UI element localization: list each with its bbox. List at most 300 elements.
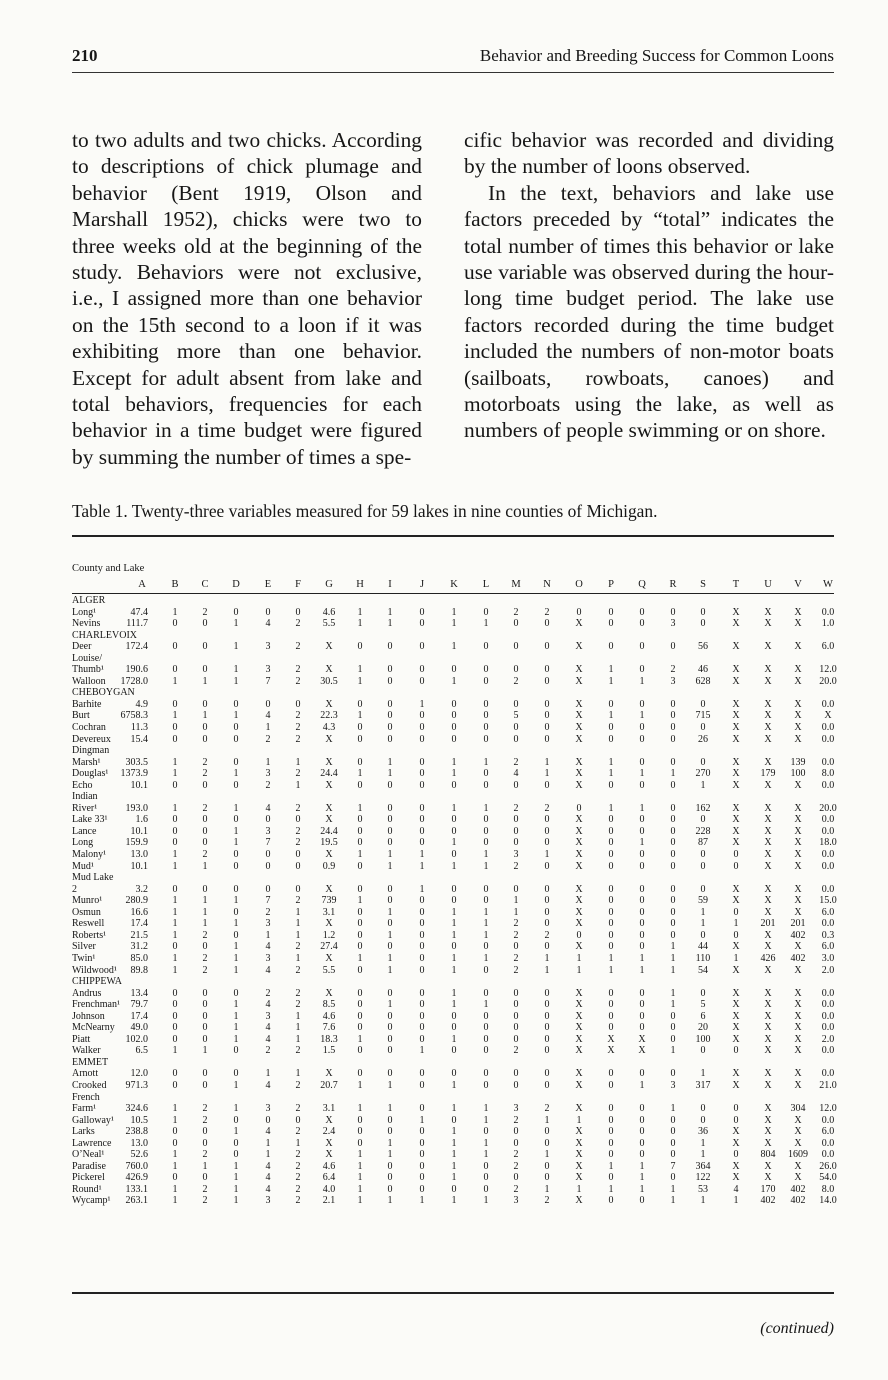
table-cell: 6.4 — [322, 1172, 336, 1184]
table-cell: X — [732, 802, 740, 814]
table-cell: 0 — [357, 814, 363, 826]
table-cell: 0.0 — [821, 918, 835, 930]
table-row — [72, 664, 837, 676]
table-row — [72, 780, 834, 792]
table-cell: 0 — [639, 860, 645, 872]
table-cell: 0 — [451, 664, 457, 676]
table-cell: 1 — [233, 1079, 239, 1091]
table-cell: 0 — [670, 814, 676, 826]
table-cell: 0 — [265, 698, 271, 710]
table-cell: 1 — [483, 918, 489, 930]
table-cell: 1 — [639, 802, 645, 814]
lake-name: Frenchman¹ — [72, 999, 120, 1011]
table-cell: X — [794, 698, 802, 710]
table-row — [72, 1115, 834, 1127]
table-cell: X — [764, 999, 772, 1011]
table-cell: 1 — [639, 1160, 645, 1172]
table-cell: 7 — [670, 1160, 676, 1172]
lake-name: Barhite — [72, 698, 102, 710]
table-cell: 1 — [357, 1160, 363, 1172]
table-cell: 0 — [670, 710, 676, 722]
table-cell: 0 — [419, 1160, 425, 1172]
table-cell: 1 — [451, 606, 457, 618]
stub-header: County and Lake — [72, 563, 145, 574]
table-cell: 0 — [513, 1033, 519, 1045]
table-cell: 0 — [233, 929, 239, 941]
table-cell: 0 — [608, 837, 614, 849]
table-cell: 0 — [608, 641, 614, 653]
table-cell: 0 — [172, 1010, 178, 1022]
table-cell: X — [732, 733, 740, 745]
table-cell: 4 — [265, 1079, 271, 1091]
table-cell: 1 — [295, 1022, 301, 1034]
table-cell: 1 — [670, 941, 676, 953]
table-cell: X — [575, 1126, 583, 1138]
table-cell: X — [764, 779, 772, 791]
column-header: B — [171, 579, 179, 590]
table-cell: 7.6 — [322, 1022, 336, 1034]
row-label: CHARLEVOIX — [72, 629, 137, 641]
table-cell: X — [325, 1114, 333, 1126]
table-cell: 4 — [265, 999, 271, 1011]
table-cell: 0 — [670, 1033, 676, 1045]
table-cell: 1 — [172, 1149, 178, 1161]
table-cell: 0 — [670, 1137, 676, 1149]
table-cell: 2 — [295, 837, 301, 849]
table-row — [72, 814, 834, 826]
table-cell: 1 — [451, 1079, 457, 1091]
lake-name: Osmun — [72, 906, 101, 918]
table-cell: 1 — [172, 1045, 178, 1057]
table-cell: 0 — [357, 883, 363, 895]
table-cell: 0 — [639, 733, 645, 745]
table-cell: 2 — [295, 802, 301, 814]
table-cell: 0 — [608, 606, 614, 618]
table-cell: 0 — [233, 1045, 239, 1057]
table-cell: 0 — [670, 802, 676, 814]
table-cell: 2 — [295, 664, 301, 676]
lake-name: Burt — [72, 710, 90, 722]
table-cell: 0 — [387, 941, 393, 953]
table-cell: 1 — [513, 895, 519, 907]
table-cell: 1 — [295, 1033, 301, 1045]
table-cell: X — [325, 952, 333, 964]
table-cell: 0 — [233, 698, 239, 710]
table-cell: X — [575, 860, 583, 872]
table-cell: 0 — [419, 825, 425, 837]
table-cell: 0 — [451, 883, 457, 895]
table-cell: 715 — [695, 710, 711, 722]
table-cell: 0 — [670, 641, 676, 653]
table-cell: 0 — [295, 883, 301, 895]
table-cell: 1 — [451, 999, 457, 1011]
table-cell: 1 — [357, 664, 363, 676]
lake-name: Devereux — [72, 733, 111, 745]
table-cell: 0 — [576, 802, 582, 814]
table-cell: 4 — [265, 1183, 271, 1195]
table-cell: X — [575, 999, 583, 1011]
table-cell: 263.1 — [125, 1195, 148, 1207]
table-cell: 3 — [265, 918, 271, 930]
column-header: D — [232, 579, 240, 590]
table-cell: 1 — [202, 895, 208, 907]
table-cell: 0 — [451, 941, 457, 953]
table-cell: 2 — [513, 1160, 519, 1172]
table-row — [72, 826, 834, 838]
row-label: Mud Lake — [72, 872, 114, 884]
table-cell: 2 — [295, 768, 301, 780]
table-cell: 1 — [172, 1160, 178, 1172]
table-cell: 0 — [451, 825, 457, 837]
table-cell: 280.9 — [125, 895, 148, 907]
table-cell: 56 — [698, 641, 708, 653]
table-cell: 1 — [419, 883, 425, 895]
table-row — [72, 1034, 834, 1046]
table-cell: 2 — [295, 618, 301, 630]
table-cell: 0 — [733, 906, 739, 918]
table-cell: X — [764, 825, 772, 837]
table-cell: 0 — [513, 999, 519, 1011]
table-cell: 1 — [639, 1172, 645, 1184]
table-cell: 0 — [357, 641, 363, 653]
table-cell: 0 — [544, 1022, 550, 1034]
table-cell: X — [764, 883, 772, 895]
lake-name: Paradise — [72, 1160, 106, 1172]
table-cell: 1 — [172, 675, 178, 687]
table-cell: 0 — [387, 1045, 393, 1057]
table-cell: 1 — [544, 768, 550, 780]
table-cell: 0 — [202, 1137, 208, 1149]
lake-name: Round¹ — [72, 1183, 102, 1195]
table-cell: 1 — [483, 756, 489, 768]
table-cell: 1 — [265, 756, 271, 768]
table-group-row — [72, 872, 834, 884]
table-cell: 0.0 — [821, 698, 835, 710]
table-cell: 0 — [451, 849, 457, 861]
table-cell: 804 — [760, 1149, 776, 1161]
table-cell: 0 — [451, 1022, 457, 1034]
table-cell: 0 — [172, 1172, 178, 1184]
table-cell: X — [794, 837, 802, 849]
table-cell: 1 — [451, 675, 457, 687]
table-cell: 1 — [357, 952, 363, 964]
table-cell: 100 — [790, 768, 806, 780]
table-row — [72, 734, 834, 746]
table-cell: 1 — [483, 952, 489, 964]
table-cell: 5 — [513, 710, 519, 722]
table-cell: 2 — [202, 952, 208, 964]
table-cell: 0 — [483, 1033, 489, 1045]
table-cell: X — [732, 1079, 740, 1091]
table-cell: 1 — [639, 1183, 645, 1195]
table-cell: 1 — [172, 906, 178, 918]
table-cell: 0.0 — [821, 999, 835, 1011]
table-cell: 0 — [544, 1045, 550, 1057]
table-cell: X — [575, 756, 583, 768]
table-cell: 0 — [172, 837, 178, 849]
table-cell: 2 — [295, 733, 301, 745]
table-cell: 2 — [513, 918, 519, 930]
table-cell: X — [325, 883, 333, 895]
table-cell: 0 — [387, 698, 393, 710]
table-cell: X — [575, 1137, 583, 1149]
table-cell: 0 — [700, 1045, 706, 1057]
table-cell: 1 — [172, 895, 178, 907]
table-cell: 0 — [357, 1137, 363, 1149]
table-cell: 0 — [419, 606, 425, 618]
table-cell: X — [732, 768, 740, 780]
table-cell: 1 — [265, 1149, 271, 1161]
table-cell: 0 — [483, 710, 489, 722]
table-cell: 10.1 — [130, 825, 148, 837]
table-cell: 4 — [265, 1126, 271, 1138]
table-cell: 1 — [357, 1183, 363, 1195]
table-cell: 1 — [357, 710, 363, 722]
table-cell: 0.0 — [821, 1068, 835, 1080]
table-cell: 0 — [544, 1079, 550, 1091]
table-cell: 1 — [639, 952, 645, 964]
table-cell: 0 — [419, 1022, 425, 1034]
table-cell: 1 — [202, 860, 208, 872]
table-cell: 1 — [451, 618, 457, 630]
table-cell: 0 — [670, 1126, 676, 1138]
table-cell: 3.1 — [322, 1103, 336, 1115]
table-cell: 0 — [639, 779, 645, 791]
table-cell: 0 — [544, 1126, 550, 1138]
table-cell: 1 — [387, 860, 393, 872]
table-cell: X — [794, 1137, 802, 1149]
table-cell: 54 — [698, 964, 708, 976]
table-row — [72, 1172, 837, 1184]
table-cell: 201 — [790, 918, 806, 930]
table-cell: 5.5 — [322, 964, 336, 976]
table-cell: 0.0 — [821, 1022, 835, 1034]
table-cell: 6.0 — [821, 1126, 835, 1138]
table-cell: X — [794, 710, 802, 722]
table-cell: 17.4 — [130, 918, 148, 930]
table-row — [72, 1022, 834, 1034]
table-cell: 0 — [172, 1068, 178, 1080]
table-cell: 0 — [639, 618, 645, 630]
lake-name: O’Neal¹ — [72, 1149, 105, 1161]
table-cell: 0 — [576, 606, 582, 618]
table-cell: X — [764, 895, 772, 907]
table-cell: X — [575, 1149, 583, 1161]
table-cell: 0 — [733, 1103, 739, 1115]
table-cell: 1 — [295, 906, 301, 918]
table-cell: 1 — [451, 1172, 457, 1184]
table-cell: 0 — [387, 779, 393, 791]
lake-name: Deer — [72, 641, 92, 653]
table-cell: 2 — [202, 1103, 208, 1115]
table-cell: X — [732, 779, 740, 791]
table-cell: 2 — [295, 1103, 301, 1115]
table-cell: 2 — [202, 768, 208, 780]
table-cell: 1 — [233, 641, 239, 653]
table-cell: X — [794, 722, 802, 734]
table-cell: 0 — [419, 675, 425, 687]
table-cell: 2 — [202, 802, 208, 814]
table-cell: X — [794, 941, 802, 953]
table-cell: 44 — [698, 941, 708, 953]
table-cell: 0 — [172, 664, 178, 676]
table-cell: 0 — [357, 860, 363, 872]
table-cell: 0 — [670, 918, 676, 930]
table-cell: 0 — [419, 837, 425, 849]
table-cell: 0 — [608, 987, 614, 999]
table-cell: 3 — [265, 1010, 271, 1022]
table-cell: 0 — [608, 929, 614, 941]
table-cell: 0 — [419, 929, 425, 941]
table-cell: 0 — [483, 768, 489, 780]
table-cell: 426.9 — [125, 1172, 148, 1184]
table-cell: 0 — [608, 883, 614, 895]
table-cell: 0 — [639, 987, 645, 999]
table-header — [72, 562, 834, 590]
table-cell: 2 — [544, 802, 550, 814]
table-cell: 1 — [544, 1149, 550, 1161]
table-cell: 0 — [233, 1068, 239, 1080]
table-cell: 4.3 — [322, 722, 336, 734]
table-cell: 0 — [608, 779, 614, 791]
lake-name: McNearny — [72, 1022, 115, 1034]
table-cell: X — [794, 606, 802, 618]
table-cell: X — [794, 1126, 802, 1138]
table-cell: 0 — [670, 606, 676, 618]
table-cell: 2 — [513, 1114, 519, 1126]
table-cell: 0 — [544, 999, 550, 1011]
table-cell: 1 — [451, 641, 457, 653]
table-cell: 0 — [295, 849, 301, 861]
table-cell: 1 — [419, 1195, 425, 1207]
table-cell: 0 — [419, 999, 425, 1011]
table-cell: 0 — [544, 814, 550, 826]
table-cell: X — [794, 618, 802, 630]
table-cell: 4.6 — [322, 606, 336, 618]
table-cell: 1 — [451, 837, 457, 849]
table-cell: 0 — [544, 618, 550, 630]
table-cell: 0 — [639, 664, 645, 676]
table-cell: 2 — [202, 606, 208, 618]
table-cell: 1 — [233, 941, 239, 953]
table-cell: 0 — [202, 1033, 208, 1045]
lake-name: Long — [72, 837, 94, 849]
table-cell: 0 — [483, 606, 489, 618]
table-cell: 0 — [419, 1149, 425, 1161]
table-cell: 1 — [483, 929, 489, 941]
table-cell: 0 — [387, 802, 393, 814]
page-number: 210 — [72, 46, 98, 65]
table-cell: 0 — [387, 1126, 393, 1138]
table-cell: 0 — [639, 1137, 645, 1149]
table-cell: 0 — [608, 1195, 614, 1207]
table-cell: 1 — [451, 1195, 457, 1207]
table-cell: 0.0 — [821, 779, 835, 791]
table-cell: 0 — [608, 906, 614, 918]
table-cell: 0 — [172, 999, 178, 1011]
table-cell: 1 — [233, 837, 239, 849]
table-cell: 6758.3 — [120, 710, 148, 722]
table-cell: 2 — [295, 825, 301, 837]
table-cell: 0 — [513, 814, 519, 826]
table-cell: 0 — [172, 825, 178, 837]
table-cell: 1 — [419, 849, 425, 861]
table-cell: 1 — [233, 618, 239, 630]
table-cell: 1 — [451, 964, 457, 976]
lake-name: Arnott — [72, 1068, 99, 1080]
table-cell: 0 — [387, 1033, 393, 1045]
table-cell: 0 — [483, 733, 489, 745]
table-cell: 0 — [513, 698, 519, 710]
table-cell: 0 — [608, 1172, 614, 1184]
table-cell: 10.1 — [130, 860, 148, 872]
table-cell: 1 — [233, 802, 239, 814]
table-cell: 0 — [387, 987, 393, 999]
table-cell: X — [732, 999, 740, 1011]
table-cell: 1 — [544, 964, 550, 976]
table-cell: X — [764, 618, 772, 630]
table-cell: 0 — [419, 918, 425, 930]
row-label: ALGER — [72, 595, 106, 606]
table-cell: 2 — [295, 1183, 301, 1195]
continued-note: (continued) — [760, 1320, 834, 1337]
table-cell: X — [764, 906, 772, 918]
table-cell: 0 — [513, 664, 519, 676]
table-cell: 1 — [233, 1172, 239, 1184]
table-cell: 1 — [295, 1010, 301, 1022]
table-cell: 3 — [265, 825, 271, 837]
table-cell: 1 — [419, 1045, 425, 1057]
table-group-row — [72, 595, 834, 607]
table-cell: 0 — [608, 1068, 614, 1080]
table-cell: X — [764, 1033, 772, 1045]
table-cell: 0 — [295, 814, 301, 826]
table-cell: 0 — [202, 987, 208, 999]
table-cell: 2 — [295, 1045, 301, 1057]
table-cell: 27.4 — [320, 941, 338, 953]
table-cell: 0.0 — [821, 849, 835, 861]
table-row — [72, 895, 837, 907]
table-cell: 0 — [357, 1126, 363, 1138]
table-cell: 0 — [513, 1022, 519, 1034]
table-cell: X — [794, 860, 802, 872]
table-cell: 0 — [733, 849, 739, 861]
table-cell: 1 — [357, 849, 363, 861]
lake-name: Silver — [72, 941, 96, 953]
table-cell: 2 — [295, 641, 301, 653]
table-cell: X — [575, 618, 583, 630]
column-header: L — [482, 579, 490, 590]
table-cell: 1 — [451, 1103, 457, 1115]
table-cell: 0 — [419, 1126, 425, 1138]
table-cell: 0 — [202, 825, 208, 837]
table-cell: 1 — [451, 1149, 457, 1161]
table-cell: 1 — [419, 860, 425, 872]
table-cell: 0 — [419, 941, 425, 953]
table-cell: X — [575, 825, 583, 837]
table-cell: 0 — [670, 722, 676, 734]
lake-name: Larks — [72, 1126, 95, 1138]
table-cell: 0 — [387, 722, 393, 734]
table-cell: 1 — [608, 802, 614, 814]
table-cell: 0 — [233, 1114, 239, 1126]
table-cell: 102.0 — [125, 1033, 148, 1045]
table-cell: 0 — [387, 710, 393, 722]
table-cell: X — [794, 664, 802, 676]
table-row — [72, 699, 834, 711]
table-cell: 1 — [670, 964, 676, 976]
table-cell: X — [575, 1068, 583, 1080]
